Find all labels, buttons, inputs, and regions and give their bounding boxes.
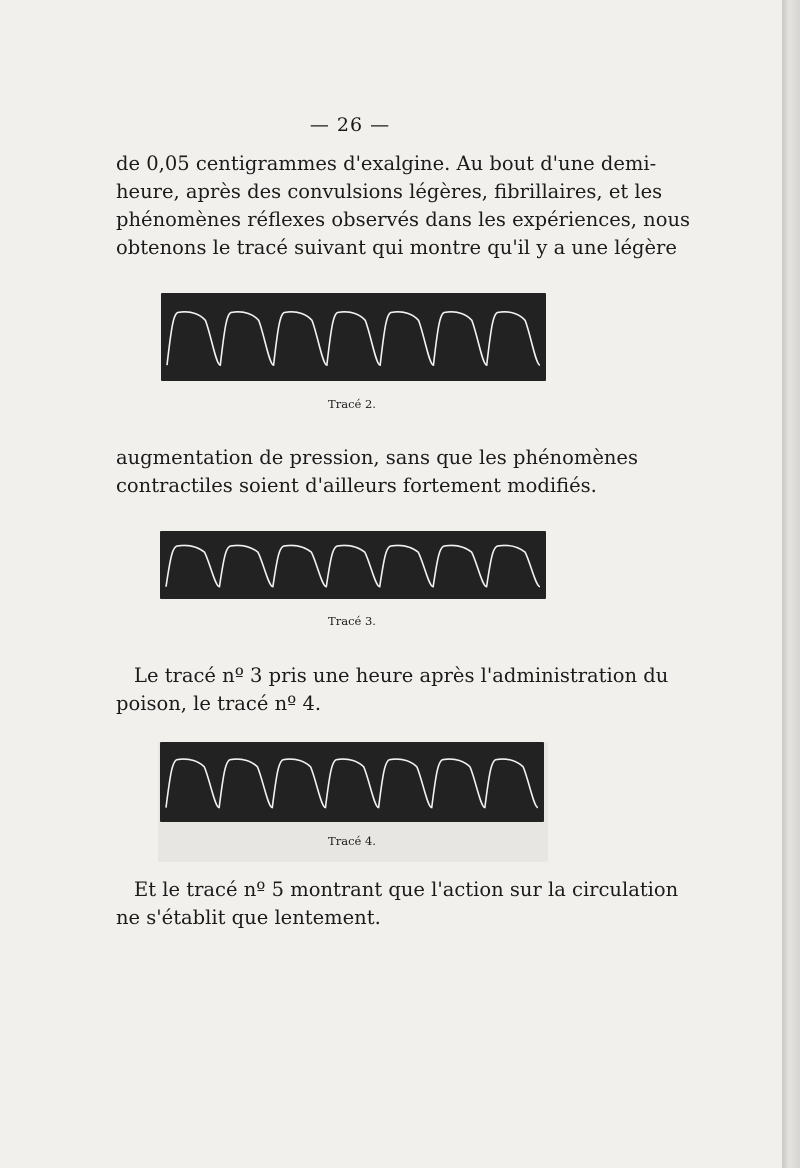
text-line: de 0,05 centigrammes d'exalgine. Au bout d'une demi- [116, 152, 657, 175]
pulse-trace-svg [161, 293, 546, 381]
text-line: heure, après des convulsions légères, fibrillaires, et les [116, 180, 663, 203]
trace-4-figure [160, 742, 544, 822]
pulse-trace-svg [160, 742, 544, 822]
pulse-line [166, 545, 540, 586]
pulse-trace-svg [160, 531, 546, 599]
text-line: poison, le tracé nº 4. [116, 692, 322, 715]
trace-3-caption: Tracé 3. [328, 614, 376, 628]
text-line: ne s'établit que lentement. [116, 906, 381, 929]
text-line: obtenons le tracé suivant qui montre qu'il y a une légère [116, 236, 677, 259]
trace-3-figure [160, 531, 546, 599]
text-line: Et le tracé nº 5 montrant que l'action sur la circulation [134, 878, 679, 901]
paragraph-2 [116, 444, 638, 500]
paragraph-3 [116, 662, 669, 718]
text-line: augmentation de pression, sans que les phénomènes [116, 446, 638, 469]
text-line: phénomènes réflexes observés dans les expériences, nous [116, 208, 691, 231]
text-line: Le tracé nº 3 pris une heure après l'administration du [134, 664, 669, 687]
trace-4-caption: Tracé 4. [328, 834, 376, 848]
text-line: contractiles soient d'ailleurs fortement modifiés. [116, 474, 597, 497]
pulse-line [167, 312, 540, 365]
pulse-line [166, 759, 538, 808]
trace-2-figure [161, 293, 546, 381]
paragraph-1 [116, 150, 691, 262]
paragraph-4 [116, 876, 679, 932]
trace-2-caption: Tracé 2. [328, 397, 376, 411]
page-number: — 26 — [309, 114, 391, 136]
page-edge [782, 0, 800, 1168]
